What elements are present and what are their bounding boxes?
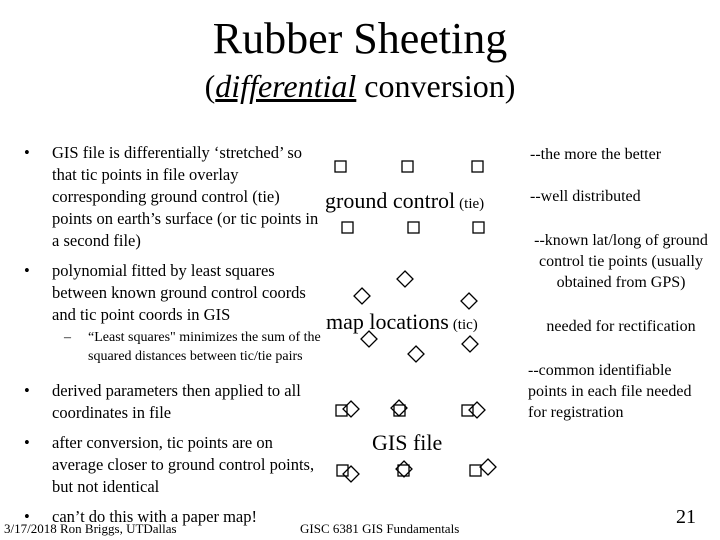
slide-number: 21	[676, 506, 696, 528]
gis-file-square-icon	[462, 405, 473, 416]
ground-control-square-icon	[408, 222, 419, 233]
ground-control-square-icon	[335, 161, 346, 172]
note-more-better: --the more the better	[530, 146, 662, 163]
ground-control-square-icon	[342, 222, 353, 233]
ground-control-square-icon	[473, 222, 484, 233]
gis-file-square-icon	[394, 405, 405, 416]
subtitle-emphasis: differential	[215, 68, 357, 104]
subtitle-open-paren: (	[204, 68, 216, 104]
footer-date-author: 3/17/2018 Ron Briggs, UTDallas	[4, 521, 177, 536]
map-location-diamond-icon	[408, 346, 424, 362]
note-needed-rectification: needed for rectification	[546, 318, 696, 335]
footer-course: GISC 6381 GIS Fundamentals	[300, 521, 460, 536]
gis-file-label: GIS file	[372, 430, 443, 455]
gis-file-diamond-icon	[343, 401, 359, 417]
sub-bullet-item: – “Least squares" minimizes the sum of the squared distances between tic/tie pairs	[58, 328, 322, 366]
ground-control-square-icon	[402, 161, 413, 172]
bullet-item: • can’t do this with a paper map!	[22, 506, 322, 528]
subtitle-rest: conversion)	[356, 68, 516, 104]
gis-file-diamond-icon	[480, 459, 496, 475]
map-location-diamond-icon	[462, 336, 478, 352]
ground-control-label: ground control (tie)	[325, 188, 485, 213]
gis-file-diamond-icon	[343, 466, 359, 482]
slide-title: Rubber Sheeting	[212, 14, 508, 63]
map-location-diamond-icon	[397, 271, 413, 287]
note-known-latlong: --known lat/long of ground control tie points (usually obtained from GPS)	[534, 232, 708, 291]
note-well-distributed: --well distributed	[530, 188, 641, 205]
note-common-points: --common identifiable points in each file needed for registration	[528, 362, 692, 421]
map-locations-label: map locations (tic)	[326, 309, 478, 334]
bullet-item: • after conversion, tic points are on average closer to ground control points, but not identical	[22, 432, 322, 498]
ground-control-square-icon	[472, 161, 483, 172]
bullet-item: • derived parameters then applied to all coordinates in file	[22, 380, 322, 424]
map-location-diamond-icon	[461, 293, 477, 309]
map-location-diamond-icon	[354, 288, 370, 304]
gis-file-square-icon	[470, 465, 481, 476]
bullet-item: • GIS file is differentially ‘stretched’ so that tic points in file overlay corresponding ground control (tie) points on earth’s surface (or tic points in a second file)	[22, 142, 322, 252]
bullet-item: • polynomial fitted by least squares between known ground control coords and tic point coords in GIS	[22, 260, 322, 326]
